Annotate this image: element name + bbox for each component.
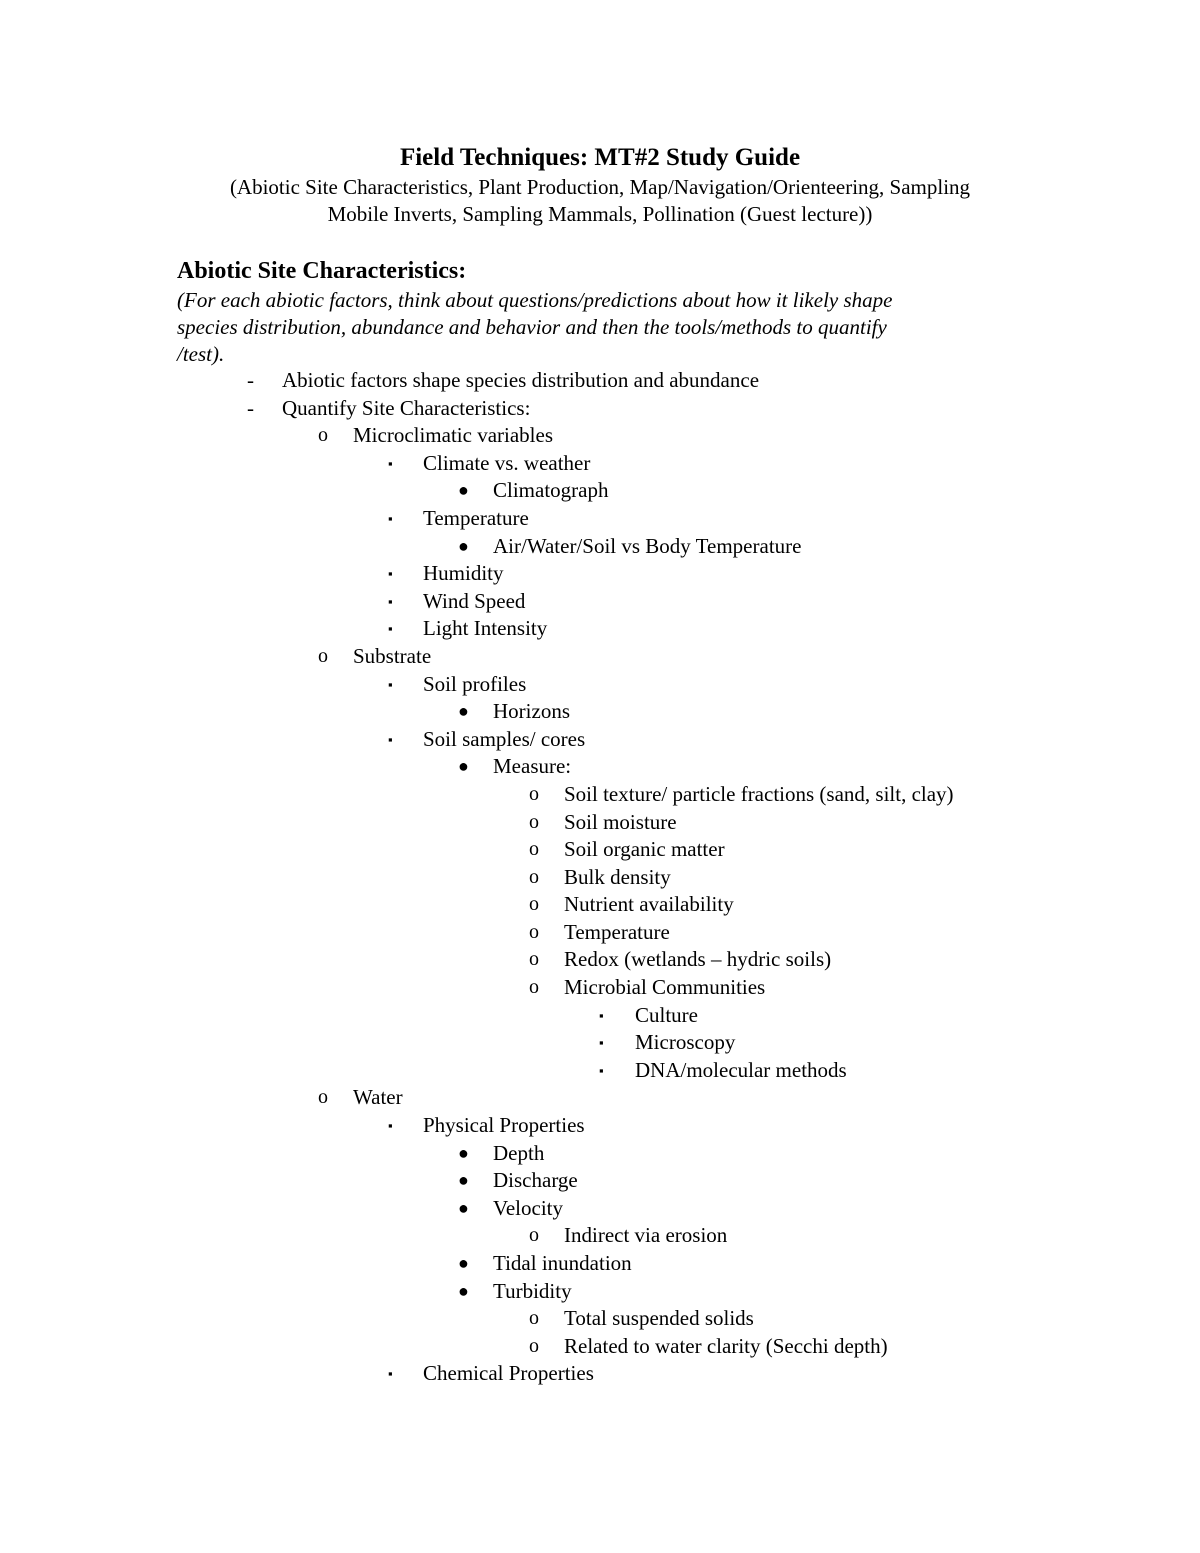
outline-item-text: Air/Water/Soil vs Body Temperature	[493, 533, 802, 558]
outline-list	[0, 367, 1200, 1388]
outline-item-text: Quantify Site Characteristics:	[282, 395, 531, 420]
outline-item-text: Light Intensity	[423, 616, 548, 641]
outline-item	[0, 560, 1200, 588]
outline-item-text: Soil moisture	[564, 809, 677, 834]
circle-bullet-icon: o	[529, 920, 539, 943]
outline-item	[0, 1029, 1200, 1057]
outline-item	[0, 533, 1200, 561]
document-title: Field Techniques: MT#2 Study Guide	[399, 144, 801, 171]
outline-item	[0, 1333, 1200, 1361]
outline-item	[0, 1195, 1200, 1223]
square-bullet-icon: ▪	[388, 566, 393, 582]
outline-item-text: Turbidity	[493, 1278, 572, 1303]
outline-item	[0, 1360, 1200, 1388]
dot-bullet-icon: ●	[458, 1253, 469, 1273]
outline-item-text: Microclimatic variables	[353, 423, 554, 448]
dot-bullet-icon: ●	[458, 1142, 469, 1163]
square-bullet-icon: ▪	[388, 1118, 393, 1134]
square-bullet-icon: ▪	[599, 1062, 604, 1078]
circle-bullet-icon: o	[529, 838, 539, 861]
outline-item-text: Soil profiles	[423, 671, 527, 696]
circle-bullet-icon: o	[318, 644, 328, 667]
outline-item	[0, 753, 1200, 781]
outline-item-text: Tidal inundation	[493, 1251, 632, 1275]
square-bullet-icon: ▪	[388, 455, 393, 471]
outline-item	[0, 1278, 1200, 1306]
circle-bullet-icon: o	[529, 976, 539, 999]
outline-item	[0, 450, 1200, 478]
outline-item	[0, 836, 1200, 864]
outline-item	[0, 1002, 1200, 1030]
outline-item	[0, 726, 1200, 754]
note-line: /test).	[177, 342, 225, 366]
outline-item-text: Climate vs. weather	[423, 450, 591, 475]
square-bullet-icon: ▪	[388, 621, 393, 637]
outline-item	[0, 395, 1200, 423]
dot-bullet-icon: ●	[458, 756, 469, 777]
outline-item-text: Indirect via erosion	[564, 1223, 728, 1248]
dot-bullet-icon: ●	[458, 701, 469, 722]
square-bullet-icon: ▪	[388, 731, 393, 747]
outline-item-text: Temperature	[564, 919, 670, 944]
circle-bullet-icon: o	[529, 1307, 539, 1330]
outline-item	[0, 671, 1200, 699]
dot-bullet-icon: ●	[458, 1170, 469, 1191]
circle-bullet-icon: o	[529, 893, 539, 916]
circle-bullet-icon: o	[529, 948, 539, 971]
square-bullet-icon: ▪	[388, 1366, 393, 1382]
outline-item	[0, 946, 1200, 974]
outline-item	[0, 477, 1200, 505]
outline-item	[0, 1305, 1200, 1333]
outline-item	[0, 809, 1200, 837]
outline-item-text: Humidity	[423, 561, 504, 586]
circle-bullet-icon: o	[529, 810, 539, 833]
subtitle-line: Mobile Inverts, Sampling Mammals, Pollination (Guest lecture))	[327, 202, 873, 226]
square-bullet-icon: ▪	[388, 510, 393, 526]
outline-item	[0, 1140, 1200, 1168]
circle-bullet-icon: o	[318, 1086, 328, 1109]
outline-item-text: Soil organic matter	[564, 837, 725, 862]
document-subtitle	[0, 174, 1200, 228]
outline-item-text: Bulk density	[564, 864, 671, 889]
outline-item	[0, 505, 1200, 533]
dot-bullet-icon: ●	[458, 1197, 469, 1218]
outline-item-text: Horizons	[493, 699, 570, 724]
outline-item-text: Redox (wetlands – hydric soils)	[564, 947, 832, 972]
outline-item-text: Related to water clarity (Secchi depth)	[564, 1333, 888, 1358]
outline-item-text: Soil samples/ cores	[423, 726, 586, 751]
outline-item-text: Chemical Properties	[423, 1361, 594, 1386]
circle-bullet-icon: o	[529, 865, 539, 888]
dot-bullet-icon: ●	[458, 1280, 469, 1301]
dot-bullet-icon: ●	[458, 535, 469, 556]
outline-item-text: Water	[353, 1085, 403, 1110]
circle-bullet-icon: o	[318, 424, 328, 447]
note-line: (For each abiotic factors, think about questions/predictions about how it likely shape	[177, 288, 893, 312]
outline-item	[0, 864, 1200, 892]
square-bullet-icon: ▪	[599, 1035, 604, 1051]
outline-item	[0, 367, 1200, 395]
outline-item	[0, 1112, 1200, 1140]
outline-item	[0, 1084, 1200, 1112]
outline-item-text: Substrate	[353, 643, 432, 668]
outline-item	[0, 1167, 1200, 1195]
outline-item	[0, 919, 1200, 947]
circle-bullet-icon: o	[529, 782, 539, 805]
outline-item	[0, 974, 1200, 1002]
outline-item	[0, 891, 1200, 919]
outline-item	[0, 588, 1200, 616]
outline-item	[0, 643, 1200, 671]
outline-item	[0, 698, 1200, 726]
outline-item	[0, 1250, 1200, 1278]
square-bullet-icon: ▪	[388, 593, 393, 609]
outline-item-text: Total suspended solids	[564, 1306, 754, 1331]
dot-bullet-icon: ●	[458, 480, 469, 501]
outline-item-text: Climatograph	[493, 478, 609, 503]
dash-bullet-icon: -	[247, 395, 254, 420]
outline-item-text: DNA/molecular methods	[635, 1057, 847, 1082]
outline-item	[0, 781, 1200, 809]
outline-item-text: Abiotic factors shape species distribution and abundance	[282, 368, 760, 392]
circle-bullet-icon: o	[529, 1334, 539, 1357]
outline-item-text: Discharge	[493, 1168, 578, 1193]
outline-item	[0, 422, 1200, 450]
outline-item-text: Measure:	[493, 754, 572, 779]
outline-item-text: Nutrient availability	[564, 892, 734, 917]
subtitle-line: (Abiotic Site Characteristics, Plant Production, Map/Navigation/Orienteering, Sampling	[229, 175, 971, 199]
circle-bullet-icon: o	[529, 1224, 539, 1247]
square-bullet-icon: ▪	[388, 676, 393, 692]
note-line: species distribution, abundance and behavior and then the tools/methods to quantify	[177, 315, 887, 339]
outline-item	[0, 1057, 1200, 1085]
outline-item-text: Microscopy	[635, 1030, 736, 1055]
section-heading: Abiotic Site Characteristics:	[177, 258, 467, 284]
dash-bullet-icon: -	[247, 368, 254, 392]
section-note	[177, 287, 997, 368]
outline-item-text: Physical Properties	[423, 1113, 585, 1138]
outline-item-text: Velocity	[493, 1195, 563, 1220]
outline-item-text: Culture	[635, 1002, 698, 1027]
outline-item-text: Temperature	[423, 505, 529, 530]
outline-item-text: Microbial Communities	[564, 975, 766, 1000]
outline-item-text: Wind Speed	[423, 588, 526, 613]
outline-item-text: Depth	[493, 1140, 545, 1165]
outline-item	[0, 615, 1200, 643]
square-bullet-icon: ▪	[599, 1007, 604, 1023]
outline-item	[0, 1222, 1200, 1250]
outline-item-text: Soil texture/ particle fractions (sand, silt, clay)	[564, 781, 954, 806]
